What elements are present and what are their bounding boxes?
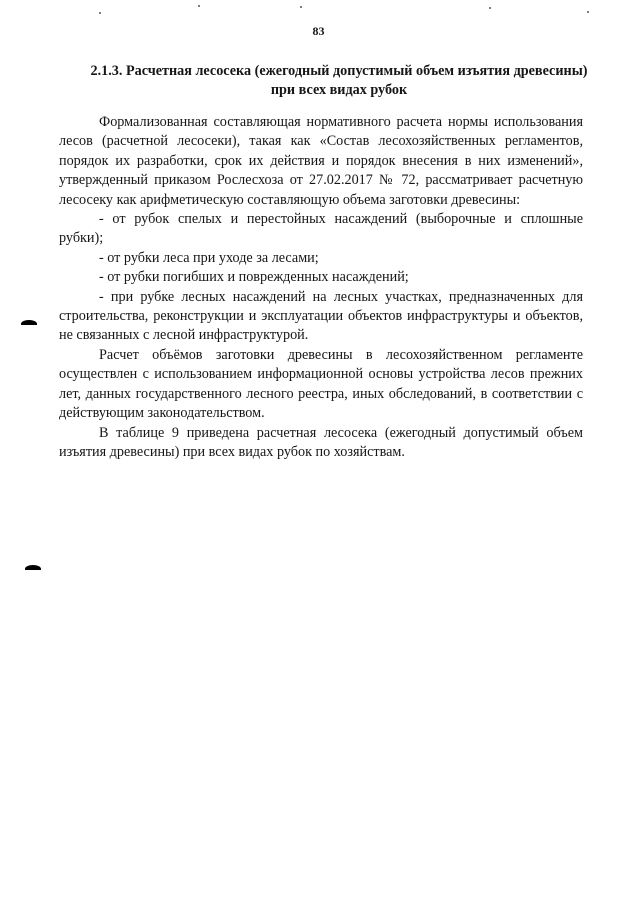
- list-item-mature-stands: - от рубок спелых и перестойных насаждений (выборочные и сплошные рубки);: [59, 211, 583, 247]
- list-item-infrastructure: - при рубке лесных насаждений на лесных участках, предназначенных для строительства, реконструкции и эксплуатации объектов инфраструктуры и объектов, не связанных с лесной инфраструктурой.: [59, 288, 583, 344]
- binder-hole-mark: [21, 320, 37, 328]
- document-body: [59, 113, 583, 462]
- calculation-paragraph: Расчет объёмов заготовки древесины в лесохозяйственном регламенте осуществлен с использованием информационной основы устройства лесов прежних лет, данных государственного лесного реестра, иных обследований, в соответствии с действующим законодательством.: [59, 346, 583, 422]
- scan-dust-dot: [489, 7, 491, 9]
- scan-dust-dot: [587, 11, 589, 13]
- scan-dust-dot: [99, 12, 101, 14]
- section-title: 2.1.3. Расчетная лесосека (ежегодный допустимый объем изъятия древесины) при всех видах рубок: [90, 63, 588, 98]
- scan-dust-dot: [300, 6, 302, 8]
- list-item-care-felling: - от рубки леса при уходе за лесами;: [99, 249, 319, 266]
- page-number: 83: [312, 24, 325, 38]
- scan-dust-dot: [198, 5, 200, 7]
- list-item-damaged-stands: - от рубки погибших и поврежденных насаждений;: [99, 269, 409, 286]
- intro-paragraph: Формализованная составляющая нормативного расчета нормы использования лесов (расчетной лесосеки), такая как «Состав лесохозяйственных регламентов, порядок их разработки, срок их действия и порядок внесения в них изменений», утвержденный приказом Рослесхоза от 27.02.2017 № 72, рассматривает расчетную лесосеку как арифметическую составляющую объема заготовки древесины:: [59, 114, 583, 208]
- binder-hole-mark: [25, 565, 41, 573]
- table-reference-paragraph: В таблице 9 приведена расчетная лесосека (ежегодный допустимый объем изъятия древесины) при всех видах рубок по хозяйствам.: [59, 424, 583, 460]
